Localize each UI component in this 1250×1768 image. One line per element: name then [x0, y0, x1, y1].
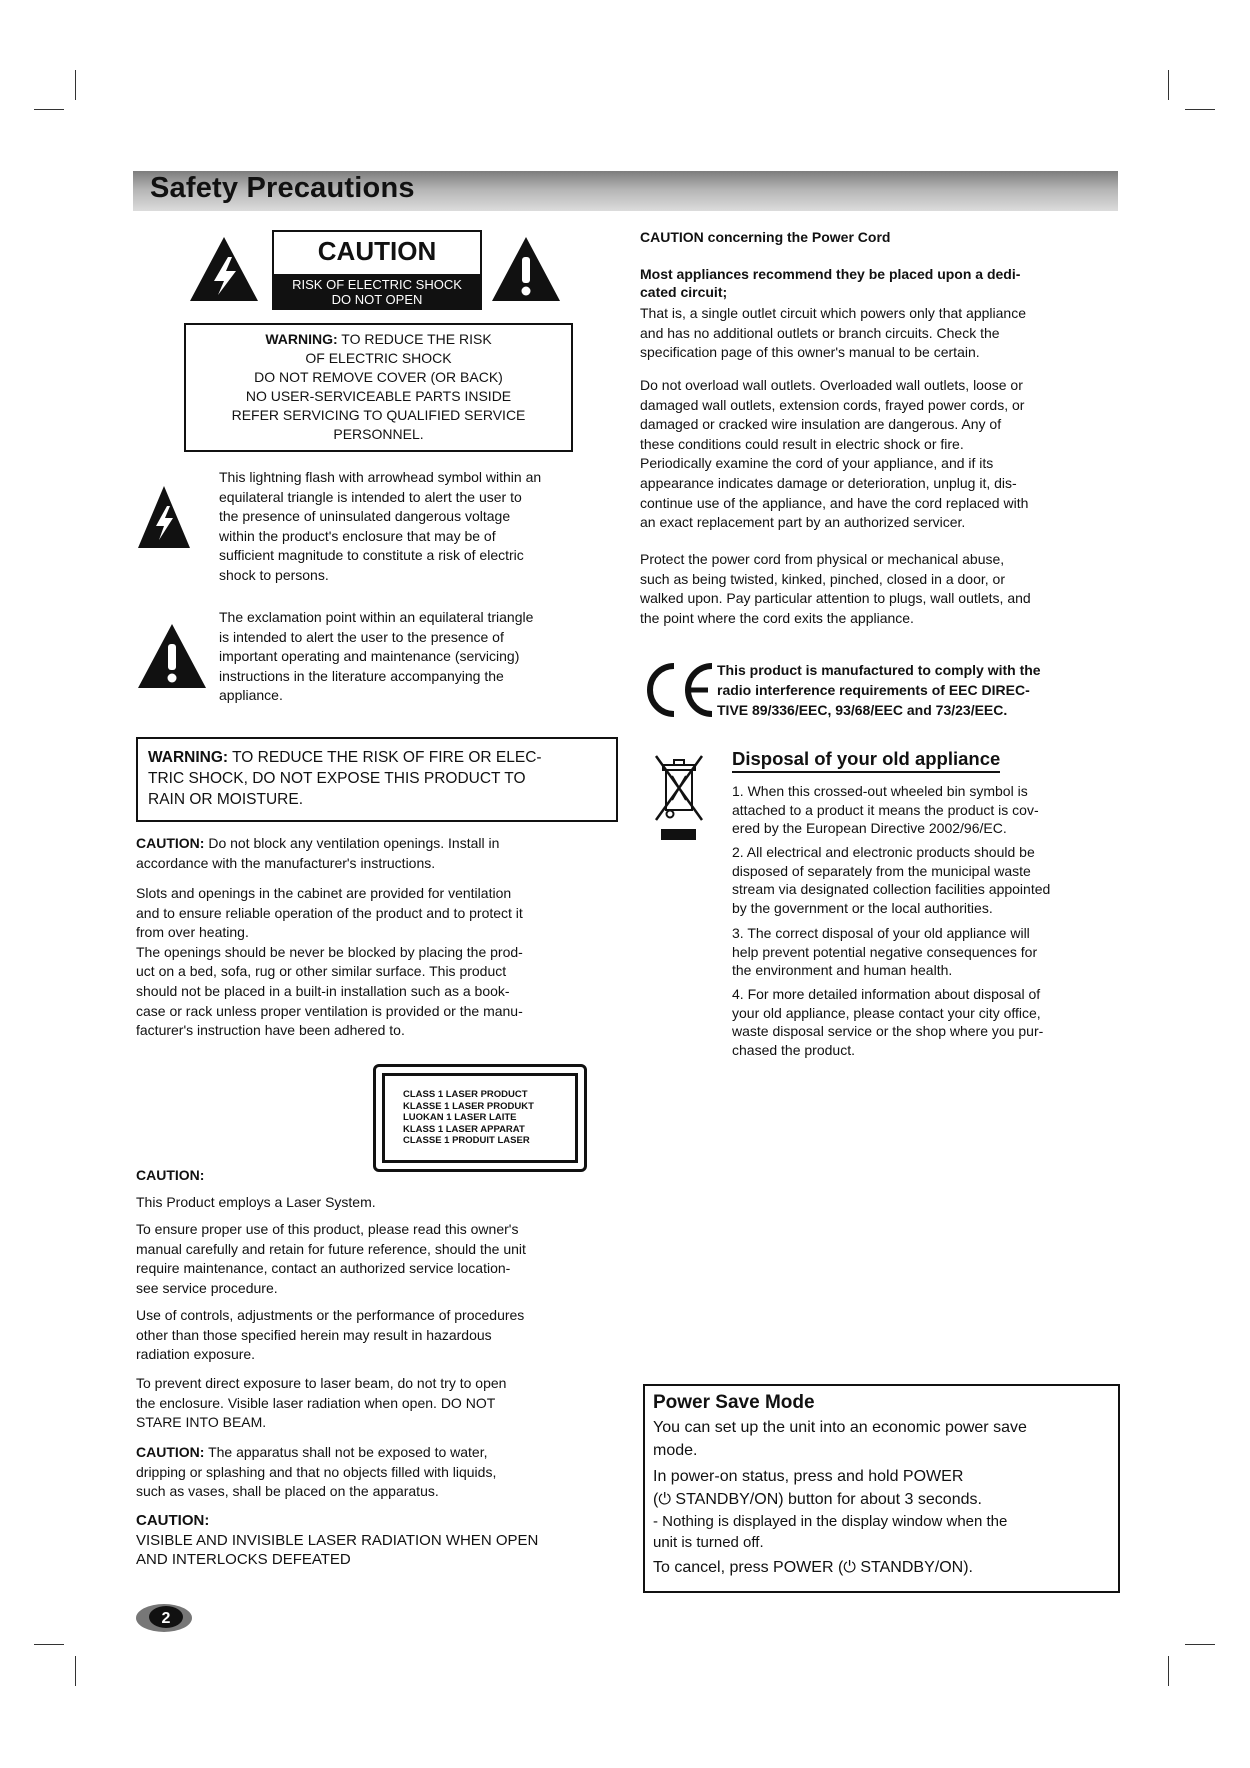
text-line: To ensure proper use of this product, please read this owner's — [136, 1221, 519, 1237]
text-line: 1. When this crossed-out wheeled bin symbol is — [732, 783, 1028, 799]
disposal-item-1 — [732, 782, 1039, 838]
crop-mark — [1168, 1656, 1169, 1686]
bin-underline-bar — [661, 829, 696, 840]
lightning-warning-icon — [188, 235, 260, 303]
crossed-bin-icon — [654, 752, 704, 824]
text-line: (⏻ STANDBY/ON) button for about 3 seconds. — [653, 1491, 982, 1508]
heading-text: CAUTION concerning the Power Cord — [640, 229, 891, 245]
text-line: The openings should be never be blocked by placing the prod- — [136, 943, 523, 960]
text-line: case or rack unless proper ventilation is provided or the manu- — [136, 1002, 523, 1019]
disposal-item-4 — [732, 985, 1043, 1059]
fire-warning-box — [136, 737, 618, 822]
text-line: VISIBLE AND INVISIBLE LASER RADIATION WHEN OPEN — [136, 1531, 539, 1549]
text-line: such as vases, shall be placed on the apparatus. — [136, 1483, 439, 1500]
text-line: 3. The correct disposal of your old appliance will — [732, 925, 1030, 941]
disposal-item-3 — [732, 924, 1037, 980]
laser-label-line: CLASS 1 LASER PRODUCT — [403, 1089, 528, 1100]
power-cord-para3 — [640, 550, 1031, 628]
crop-mark — [75, 1656, 76, 1686]
text-line: You can set up the unit into an economic power save — [653, 1419, 1027, 1436]
crop-mark — [34, 1644, 64, 1645]
text-line: such as being twisted, kinked, pinched, closed in a door, or — [640, 570, 1005, 587]
crop-mark — [1185, 1644, 1215, 1645]
text-line: the environment and human health. — [732, 962, 953, 978]
text-line: damaged or cracked wire insulation are dangerous. Any of — [640, 416, 1002, 433]
text-line: these conditions could result in electric shock or fire. — [640, 435, 964, 452]
text-line: appliance. — [219, 687, 283, 704]
warning-prefix: WARNING: — [148, 749, 229, 766]
caution-line: RISK OF ELECTRIC SHOCK — [292, 277, 462, 292]
page-number: 2 — [161, 1610, 171, 1627]
text-line: require maintenance, contact an authorized service location- — [136, 1260, 511, 1277]
exclamation-explanation — [219, 608, 533, 706]
laser-caution-para3 — [136, 1306, 524, 1365]
slots-paragraph — [136, 884, 523, 1041]
text-line: STARE INTO BEAM. — [136, 1414, 267, 1431]
text-line: Use of controls, adjustments or the performance of procedures — [136, 1307, 525, 1323]
text-line: is intended to alert the user to the presence of — [219, 628, 504, 645]
text-line: walked upon. Pay particular attention to plugs, wall outlets, and — [640, 590, 1031, 607]
text-line: equilateral triangle is intended to alert the user to — [219, 488, 522, 505]
caution-word: CAUTION — [317, 236, 437, 266]
text-line — [136, 1443, 496, 1463]
laser-class-label — [373, 1064, 587, 1172]
crop-mark — [1168, 70, 1169, 100]
text-line: important operating and maintenance (servicing) — [219, 648, 520, 665]
lightning-triangle-icon — [136, 484, 192, 550]
warning-line: RAIN OR MOISTURE. — [148, 791, 304, 808]
text-line: unit is turned off. — [653, 1534, 764, 1551]
laser-label-line: KLASS 1 LASER APPARAT — [403, 1123, 525, 1135]
laser-label-text — [382, 1073, 578, 1163]
text-line: shock to persons. — [219, 566, 329, 583]
text-line: In power-on status, press and hold POWER — [653, 1468, 964, 1485]
warning-line — [148, 747, 606, 768]
text-line: by the government or the local authorities. — [732, 899, 993, 916]
power-cord-para1 — [640, 304, 1026, 363]
warning-prefix: WARNING: — [265, 331, 338, 347]
text-line: To cancel, press POWER (⏻ STANDBY/ON). — [653, 1559, 973, 1576]
power-cord-bold — [640, 265, 1020, 301]
text-line: accordance with the manufacturer's instructions. — [136, 854, 436, 871]
text-line: radio interference requirements of EEC DIREC- — [717, 682, 1030, 698]
text-line: - Nothing is displayed in the display window when the — [653, 1513, 1008, 1530]
crop-mark — [75, 70, 76, 100]
electric-shock-warning-box — [184, 323, 573, 452]
caution-heading: CAUTION: — [136, 1512, 210, 1529]
warning-line: DO NOT REMOVE COVER (OR BACK) — [254, 369, 503, 385]
invisible-laser-caution — [136, 1511, 538, 1570]
caution-prefix: CAUTION: — [136, 1444, 205, 1460]
ventilation-caution — [136, 834, 499, 873]
crop-mark — [34, 109, 64, 110]
text-line: and has no additional outlets or branch circuits. Check the — [640, 324, 1000, 341]
caution-shock-text — [274, 274, 480, 308]
text-line: from over heating. — [136, 924, 249, 941]
text-line: the presence of uninsulated dangerous voltage — [219, 508, 511, 525]
warning-line: PERSONNEL. — [333, 426, 424, 442]
text-line: Slots and openings in the cabinet are provided for ventilation — [136, 885, 512, 901]
warning-line: REFER SERVICING TO QUALIFIED SERVICE — [231, 407, 526, 423]
text-line: ered by the European Directive 2002/96/EC. — [732, 820, 1007, 836]
text-line: That is, a single outlet circuit which powers only that appliance — [640, 305, 1026, 321]
text-line: Protect the power cord from physical or mechanical abuse, — [640, 551, 1005, 567]
caution-text: Do not block any ventilation openings. Install in — [208, 835, 500, 851]
text-line: continue use of the appliance, and have the cord replaced with — [640, 494, 1029, 511]
text-line: The exclamation point within an equilateral triangle — [219, 609, 534, 625]
text-line: 2. All electrical and electronic products should be — [732, 844, 1035, 860]
text-line: Do not overload wall outlets. Overloaded wall outlets, loose or — [640, 377, 1023, 393]
lightning-explanation — [219, 468, 541, 586]
power-cord-heading — [640, 228, 890, 248]
text-line: uct on a bed, sofa, rug or other similar surface. This product — [136, 963, 507, 980]
text-line: damaged wall outlets, extension cords, frayed power cords, or — [640, 396, 1025, 413]
laser-caution-para4 — [136, 1374, 506, 1433]
text-line: help prevent potential negative consequences for — [732, 943, 1038, 960]
power-cord-para2 — [640, 376, 1028, 533]
text-line: attached to a product it means the product is cov- — [732, 801, 1039, 818]
water-caution — [136, 1443, 496, 1502]
page-title: Safety Precautions — [150, 172, 415, 204]
text-line: the enclosure. Visible laser radiation when open. DO NOT — [136, 1394, 496, 1411]
laser-label-line: CLASSE 1 PRODUIT LASER — [403, 1135, 530, 1146]
text-line: facturer's instruction have been adhered to. — [136, 1022, 405, 1039]
exclamation-triangle-icon — [136, 622, 208, 690]
caution-text: The apparatus shall not be exposed to water, — [208, 1444, 488, 1460]
text-line: should not be placed in a built-in installation such as a book- — [136, 982, 510, 999]
text-line: radiation exposure. — [136, 1346, 256, 1363]
text-line: the point where the cord exits the appliance. — [640, 609, 914, 626]
disposal-item-2 — [732, 843, 1050, 917]
text-line: To prevent direct exposure to laser beam, do not try to open — [136, 1375, 507, 1391]
power-save-box — [643, 1384, 1120, 1593]
text-line: 4. For more detailed information about disposal of — [732, 986, 1041, 1002]
laser-label-line: LUOKAN 1 LASER LAITE — [403, 1112, 517, 1123]
laser-caution-para1: This Product employs a Laser System. — [136, 1194, 376, 1210]
crop-mark — [1185, 109, 1215, 110]
page-number-badge — [134, 1602, 194, 1634]
exclamation-warning-icon — [490, 235, 562, 303]
text-line: dripping or splashing and that no objects filled with liquids, — [136, 1463, 497, 1480]
text-line: sufficient magnitude to constitute a risk of electric — [219, 547, 524, 564]
text-line: chased the product. — [732, 1041, 855, 1058]
text-line: cated circuit; — [640, 284, 728, 300]
text-line: within the product's enclosure that may be of — [219, 527, 496, 544]
text-line: instructions in the literature accompanying the — [219, 667, 504, 684]
text-line: and to ensure reliable operation of the product and to protect it — [136, 904, 523, 921]
text-line: mode. — [653, 1442, 698, 1459]
text-line: Periodically examine the cord of your appliance, and if its — [640, 455, 994, 472]
text-line: see service procedure. — [136, 1279, 278, 1296]
text-line: specification page of this owner's manual to be certain. — [640, 344, 980, 361]
warning-line — [186, 330, 571, 349]
text-line: disposed of separately from the municipal waste — [732, 862, 1031, 879]
text-line: waste disposal service or the shop where you pur- — [732, 1023, 1044, 1039]
warning-line: OF ELECTRIC SHOCK — [305, 350, 452, 366]
ce-compliance-text — [717, 660, 1041, 720]
caution-prefix: CAUTION: — [136, 835, 205, 851]
text-line: other than those specified herein may result in hazardous — [136, 1326, 492, 1343]
text-line: Most appliances recommend they be placed upon a dedi- — [640, 266, 1021, 282]
warning-line: NO USER-SERVICEABLE PARTS INSIDE — [245, 388, 512, 404]
text-line: This product is manufactured to comply with the — [717, 662, 1041, 678]
caution-label — [272, 230, 482, 310]
text-line: an exact replacement part by an authorized servicer. — [640, 514, 966, 531]
text-line: TIVE 89/336/EEC, 93/68/EEC and 73/23/EEC. — [717, 702, 1008, 718]
text-line: your old appliance, please contact your city office, — [732, 1004, 1041, 1021]
power-save-title: Power Save Mode — [653, 1392, 815, 1413]
laser-caution-heading — [136, 1166, 204, 1186]
text-line: AND INTERLOCKS DEFEATED — [136, 1551, 351, 1569]
text-line — [136, 834, 499, 854]
laser-caution-para2 — [136, 1220, 526, 1298]
caution-heading: CAUTION: — [136, 1167, 205, 1183]
text-line: stream via designated collection facilities appointed — [732, 881, 1051, 897]
warning-text: TO REDUCE THE RISK OF FIRE OR ELEC- — [232, 749, 542, 766]
warning-line: TRIC SHOCK, DO NOT EXPOSE THIS PRODUCT TO — [148, 770, 526, 787]
ce-mark-icon — [640, 660, 718, 720]
text-line: This lightning flash with arrowhead symbol within an — [219, 469, 542, 485]
disposal-title: Disposal of your old appliance — [732, 748, 1000, 773]
text-line: manual carefully and retain for future reference, should the unit — [136, 1240, 526, 1257]
caution-line: DO NOT OPEN — [331, 292, 423, 307]
laser-label-line: KLASSE 1 LASER PRODUKT — [403, 1100, 534, 1112]
text-line: appearance indicates damage or deterioration, unplug it, dis- — [640, 474, 1017, 491]
warning-text: TO REDUCE THE RISK — [341, 331, 492, 347]
